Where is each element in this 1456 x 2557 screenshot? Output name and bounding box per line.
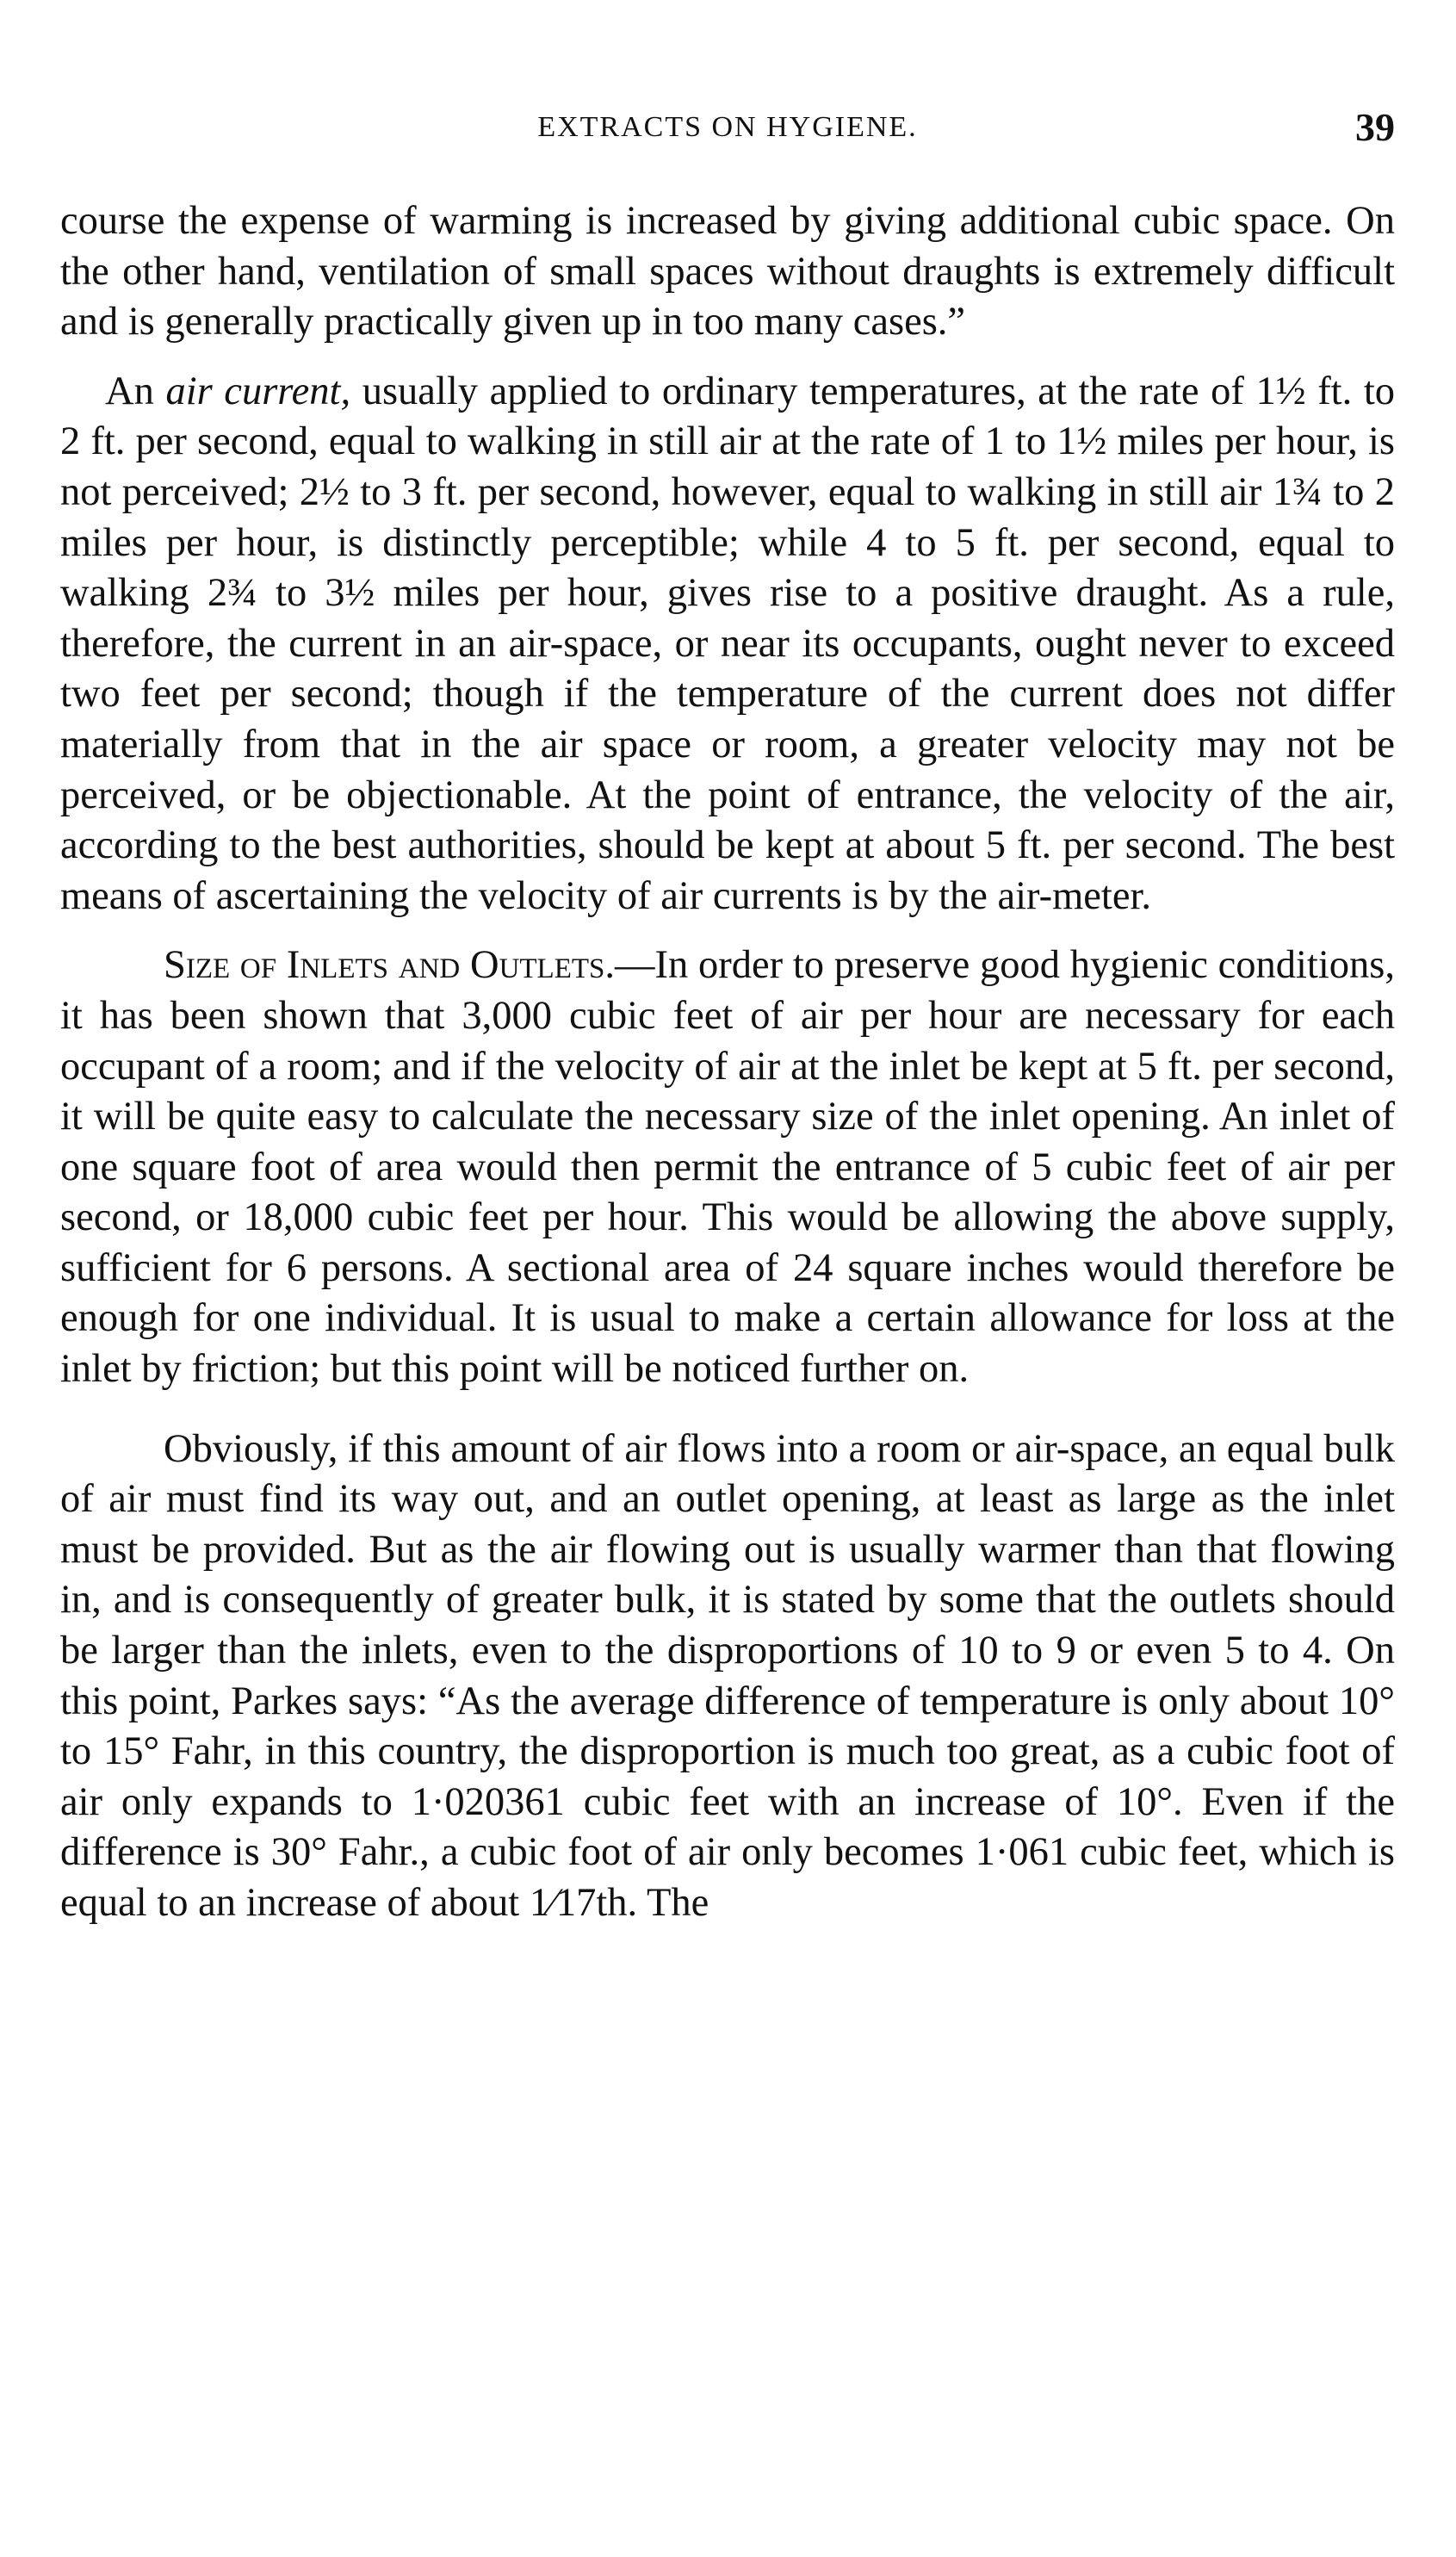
- paragraph-text: Obviously, if this amount of air flows into a room or air-space, an equal bulk of air must find its way out, and an outlet opening, at least as large as the inlet must be provided. But as the air flowing out is usually warmer than that flowing in, and is consequently of greater bulk, it is stated by some that the outlets should be larger than the inlets, even to the disproportions of 10 to 9 or even 5 to 4. On this point, Parkes says: “As the average difference of temperature is only about 10° to 15° Fahr, in this country, the disproportion is much too great, as a cubic foot of air only expands to 1·020361 cubic feet with an increase of 10°. Even if the difference is 30° Fahr., a cubic foot of air only becomes 1·061 cubic feet, which is equal to an increase of about 1⁄17th. The: [60, 1426, 1395, 1925]
- paragraph-emphasis: air current,: [165, 369, 351, 413]
- paragraph-text: course the expense of warming is increased by giving additional cubic space. On the other hand, ventilation of small spaces without draughts is extremely difficult and is generally practically given up in too many cases.”: [60, 199, 1395, 344]
- running-head: [60, 102, 1395, 153]
- page-number: 39: [1355, 105, 1395, 149]
- paragraph-inlets-outlets: [60, 940, 1395, 1394]
- section-heading: Size of Inlets and Outlets.: [164, 943, 616, 988]
- running-title: EXTRACTS ON HYGIENE.: [537, 111, 918, 143]
- body-text: [60, 196, 1395, 1929]
- paragraph-air-current: [60, 367, 1395, 922]
- paragraph-lead: An: [105, 369, 166, 413]
- paragraph-outlet-size: [60, 1424, 1395, 1929]
- paragraph-continuation: [60, 196, 1395, 348]
- paragraph-text: usually applied to ordinary temperatures, at the rate of 1½ ft. to 2 ft. per second, equal to walking in still air at the rate of 1 to 1½ miles per hour, is not perceived; 2½ to 3 ft. per second, however, equal to walking in still air 1¾ to 2 miles per hour, is distinctly perceptible; while 4 to 5 ft. per second, equal to walking 2¾ to 3½ miles per hour, gives rise to a positive draught. As a rule, therefore, the current in an air-space, or near its occupants, ought never to exceed two feet per second; though if the temperature of the current does not differ materially from that in the air space or room, a greater velocity may not be perceived, or be objectionable. At the point of entrance, the velocity of the air, according to the best authorities, should be kept at about 5 ft. per second. The best means of ascertaining the velocity of air currents is by the air-meter.: [60, 369, 1395, 918]
- paragraph-text: —In order to preserve good hygienic conditions, it has been shown that 3,000 cubic feet of air per hour are necessary for each occupant of a room; and if the velocity of air at the inlet be kept at 5 ft. per second, it will be quite easy to calculate the necessary size of the inlet opening. An inlet of one square foot of area would then permit the entrance of 5 cubic feet of air per second, or 18,000 cubic feet per hour. This would be allowing the above supply, sufficient for 6 persons. A sectional area of 24 square inches would therefore be enough for one individual. It is usual to make a certain allowance for loss at the inlet by friction; but this point will be noticed further on.: [60, 943, 1395, 1392]
